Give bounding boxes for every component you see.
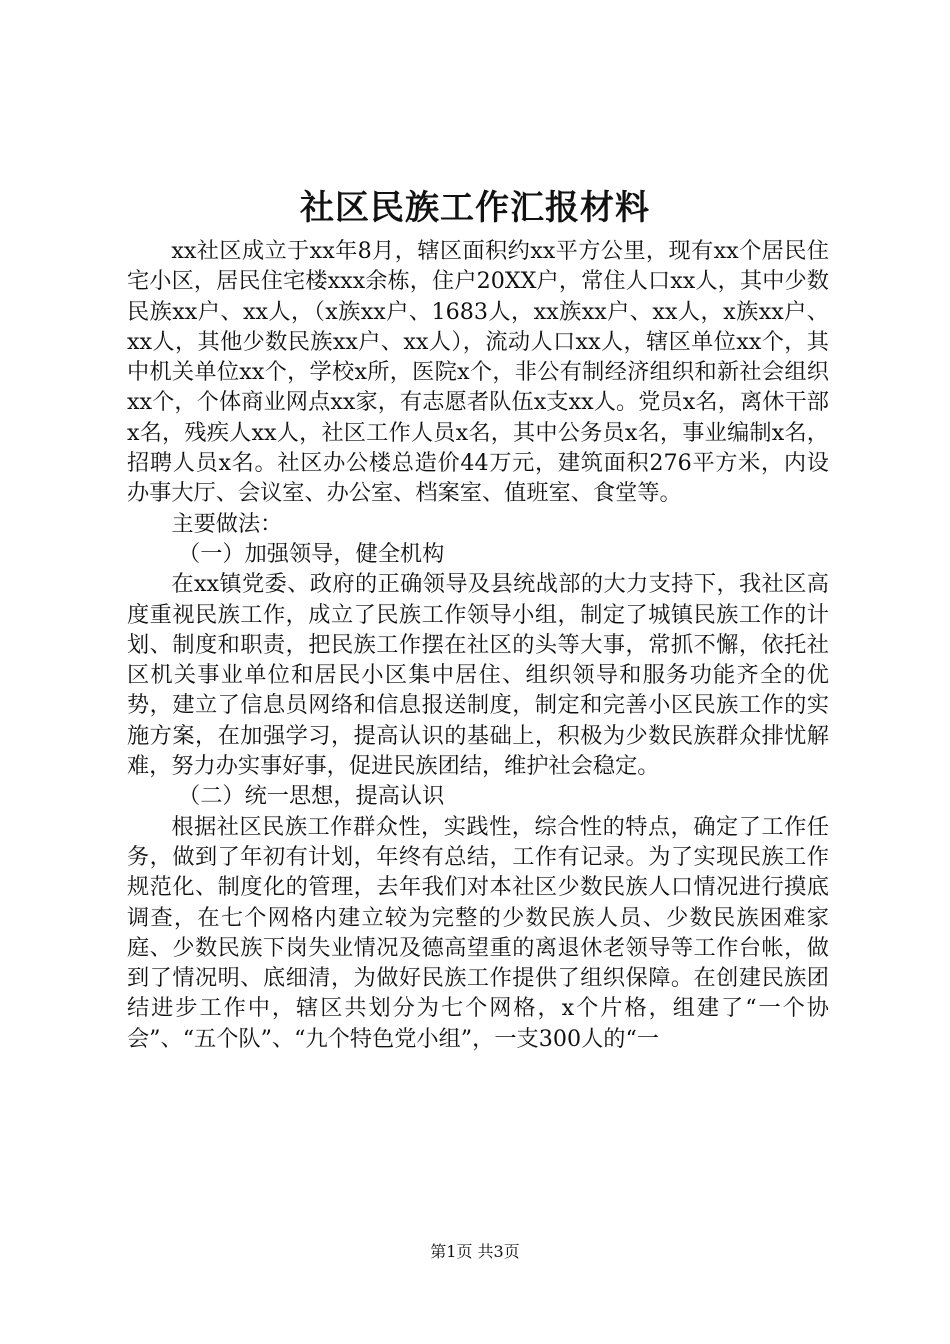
section-heading-1: （一）加强领导，健全机构 bbox=[178, 540, 445, 567]
paragraph-main-methods: 主要做法： bbox=[171, 510, 283, 537]
paragraph-leadership: 在xx镇党委、政府的正确领导及县统战部的大力支持下，我社区高度重视民族工作，成立了民族工作领导小组，制定了城镇民族工作的计划、制度和职责，把民族工作摆在社区的头等大事，常抓不懈，依托社区机关事业单位和居民小区集中居住、组织领导和服务功能齐全的优势，建立了信息员网络和信息报送制度，制定和完善小区民族工作的实施方案，在加强学习，提高认识的基础上，积极为少数民族群众排忧解难，努力办实事好事，促进民族团结，维护社会稳定。 bbox=[127, 571, 829, 780]
document-body bbox=[127, 236, 829, 1054]
section-heading-2: （二）统一思想，提高认识 bbox=[178, 783, 445, 810]
paragraph-awareness: 根据社区民族工作群众性，实践性，综合性的特点，确定了工作任务，做到了年初有计划，年终有总结，工作有记录。为了实现民族工作规范化、制度化的管理，去年我们对本社区少数民族人口情况进行摸底调查，在七个网格内建立较为完整的少数民族人员、少数民族困难家庭、少数民族下岗失业情况及德高望重的离退休老领导等工作台帐，做到了情况明、底细清，为做好民族工作提供了组织保障。在创建民族团结进步工作中，辖区共划分为七个网格，x个片格，组建了“一个协会”、“五个队”、“九个特色党小组”，一支300人的“一 bbox=[127, 813, 829, 1052]
paragraph-overview: xx社区成立于xx年8月，辖区面积约xx平方公里，现有xx个居民住宅小区，居民住宅楼xxx余栋，住户20XX户，常住人口xx人，其中少数民族xx户、xx人，（x族xx户、1683人，xx族xx户、xx人，x族xx户、xx人，其他少数民族xx户、xx人），流动人口xx人，辖区单位xx个，其中机关单位xx个，学校x所，医院x个，非公有制经济组织和新社会组织xx个，个体商业网点xx家，有志愿者队伍x支xx人。党员x名，离休干部x名，残疾人xx人，社区工作人员x名，其中公务员x名，事业编制x名，招聘人员x名。社区办公楼总造价44万元，建筑面积276平方米，内设办事大厅、会议室、办公室、档案室、值班室、食堂等。 bbox=[127, 238, 829, 507]
document-title: 社区民族工作汇报材料 bbox=[300, 188, 650, 228]
page-number-footer: 第1页 共3页 bbox=[430, 1242, 520, 1261]
